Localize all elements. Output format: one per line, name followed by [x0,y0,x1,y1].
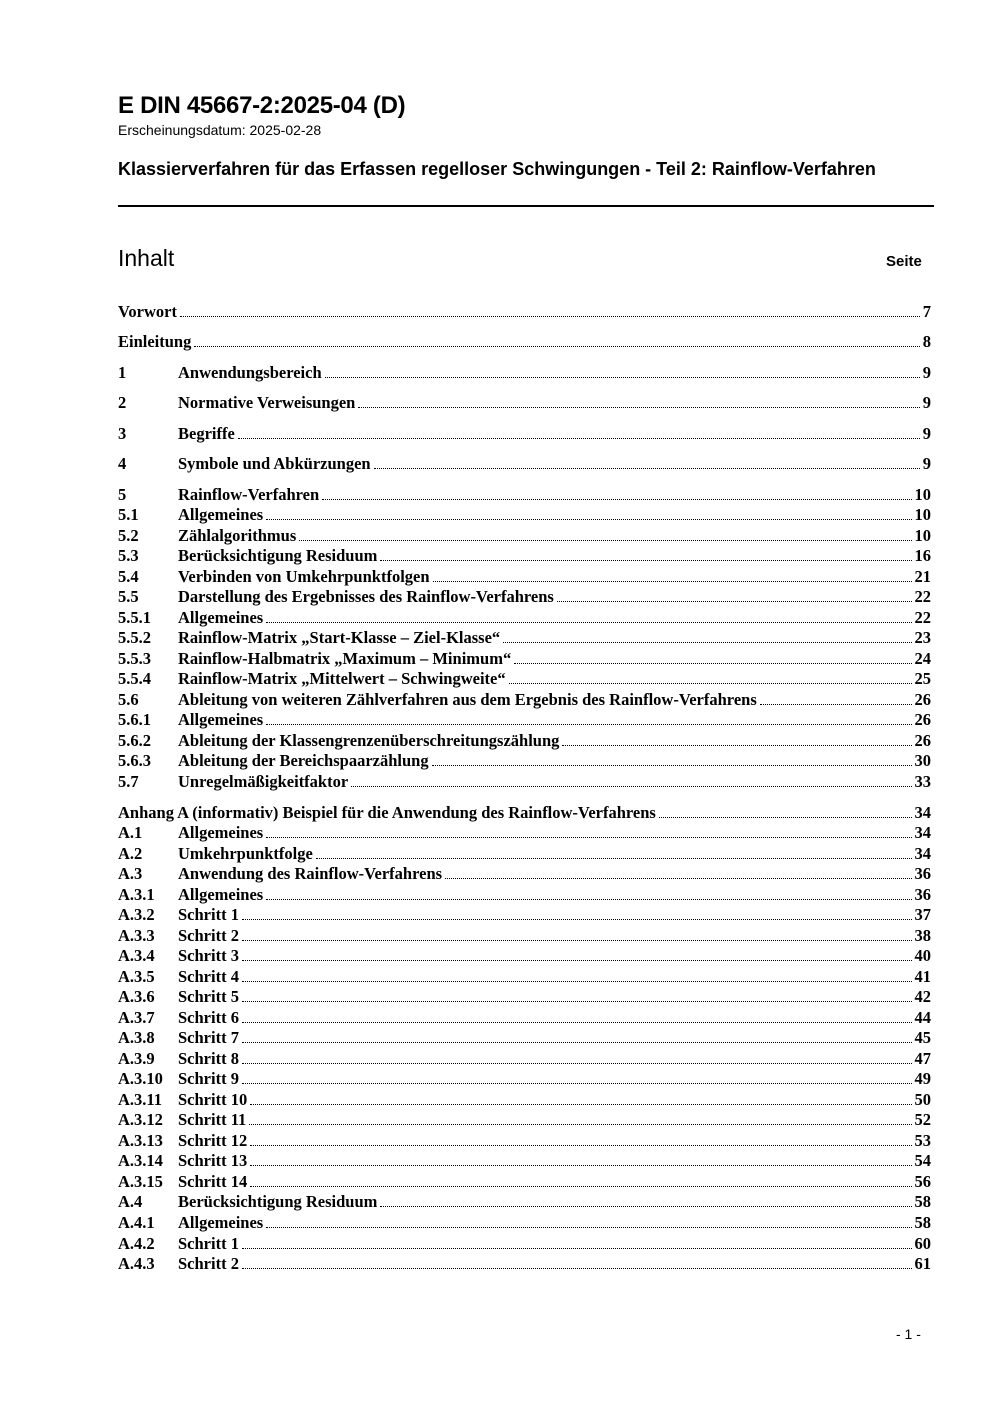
toc-dot-leader [242,940,912,941]
toc-dot-leader [374,468,920,469]
toc-entry[interactable] [118,628,931,648]
toc-entry-title: Ableitung von weiteren Zählverfahren aus dem Ergebnis des Rainflow-Verfahrens [178,690,757,709]
toc-entry[interactable] [118,967,931,987]
toc-entry-number: A.3.11 [118,1090,163,1109]
toc-entry[interactable] [118,1049,931,1069]
toc-entry-page: 37 [914,905,931,924]
toc-page-column-heading: Seite [886,253,922,270]
toc-entry-page: 45 [914,1028,931,1047]
toc-dot-leader [266,1227,911,1228]
toc-entry[interactable] [118,567,931,587]
toc-entry-title: Anwendung des Rainflow-Verfahrens [178,864,443,883]
toc-dot-leader [509,683,912,684]
toc-entry-title: Schritt 6 [178,1008,239,1027]
toc-dot-leader [325,377,920,378]
toc-entry-title: Unregelmäßigkeitfaktor [178,772,349,791]
toc-entry-page: 34 [914,803,931,822]
toc-entry[interactable] [118,1028,931,1048]
toc-entry-page: 61 [914,1254,931,1273]
toc-entry[interactable] [118,823,931,843]
toc-dot-leader [238,438,920,439]
toc-entry-title: Schritt 10 [178,1090,248,1109]
toc-dot-leader [514,663,911,664]
toc-entry-page: 10 [914,505,931,524]
toc-entry-title: Schritt 2 [178,926,239,945]
toc-entry[interactable] [118,424,931,444]
toc-entry[interactable] [118,393,931,413]
toc-entry-number: A.3.10 [118,1069,163,1088]
toc-dot-leader [316,858,912,859]
toc-entry-number: A.3.12 [118,1110,163,1129]
toc-entry-number: 1 [118,363,127,382]
toc-entry-page: 44 [914,1008,931,1027]
toc-dot-leader [322,499,911,500]
toc-entry-page: 49 [914,1069,931,1088]
toc-entry-number: A.3 [118,864,143,883]
toc-entry-page: 23 [914,628,931,647]
toc-dot-leader [445,878,911,879]
toc-entry[interactable] [118,546,931,566]
document-code: E DIN 45667-2:2025-04 (D) [118,92,406,119]
toc-entry[interactable] [118,608,931,628]
toc-entry-number: A.3.9 [118,1049,155,1068]
toc-entry[interactable] [118,864,931,884]
toc-entry-number: 5.4 [118,567,139,586]
toc-entry-number: 5.5.4 [118,669,151,688]
toc-dot-leader [266,837,911,838]
toc-dot-leader [242,1042,912,1043]
toc-entry[interactable] [118,844,931,864]
toc-entry-title: Allgemeines [178,823,264,842]
toc-entry-title: Schritt 1 [178,1234,239,1253]
toc-entry[interactable] [118,946,931,966]
toc-dot-leader [242,1063,912,1064]
toc-dot-leader [380,560,911,561]
toc-dot-leader [299,540,911,541]
title-divider [118,205,934,207]
toc-dot-leader [242,1083,912,1084]
toc-entry[interactable] [118,302,931,322]
toc-entry-page: 9 [922,454,931,473]
toc-entry[interactable] [118,363,931,383]
toc-entry-page: 40 [914,946,931,965]
toc-entry-page: 10 [914,485,931,504]
toc-entry-title: Schritt 5 [178,987,239,1006]
toc-dot-leader [266,622,911,623]
toc-entry-title: Rainflow-Verfahren [178,485,320,504]
toc-entry-page: 60 [914,1234,931,1253]
toc-entry-number: 5.5.3 [118,649,151,668]
toc-entry[interactable] [118,1192,931,1212]
toc-entry-title: Schritt 7 [178,1028,239,1047]
toc-entry-page: 33 [914,772,931,791]
toc-entry-page: 38 [914,926,931,945]
toc-dot-leader [250,1145,911,1146]
toc-entry-title: Schritt 13 [178,1151,248,1170]
toc-entry[interactable] [118,669,931,689]
toc-entry[interactable] [118,1254,931,1274]
toc-entry-page: 56 [914,1172,931,1191]
toc-dot-leader [242,919,912,920]
toc-entry-number: A.3.13 [118,1131,163,1150]
toc-entry-page: 9 [922,363,931,382]
toc-entry-page: 24 [914,649,931,668]
toc-entry-title: Schritt 2 [178,1254,239,1273]
toc-entry[interactable] [118,1090,931,1110]
toc-entry-number: A.3.6 [118,987,155,1006]
toc-entry-number: 5.5.2 [118,628,151,647]
toc-entry-page: 53 [914,1131,931,1150]
toc-dot-leader [250,1165,911,1166]
toc-entry-number: 5.6 [118,690,139,709]
toc-entry-title: Zählalgorithmus [178,526,297,545]
toc-entry-number: A.4 [118,1192,143,1211]
toc-entry-number: 5.2 [118,526,139,545]
toc-entry-title: Darstellung des Ergebnisses des Rainflow-Verfahrens [178,587,554,606]
toc-entry-number: A.2 [118,844,143,863]
toc-entry-page: 26 [914,690,931,709]
toc-entry[interactable] [118,772,931,792]
toc-entry-number: A.1 [118,823,143,842]
toc-entry-page: 26 [914,710,931,729]
toc-entry-page: 47 [914,1049,931,1068]
toc-entry[interactable] [118,690,931,710]
toc-dot-leader [250,1186,911,1187]
toc-dot-leader [351,786,911,787]
toc-entry-title: Umkehrpunktfolge [178,844,313,863]
toc-dot-leader [433,581,912,582]
toc-entry-title: Schritt 12 [178,1131,248,1150]
toc-dot-leader [432,765,912,766]
toc-entry[interactable] [118,803,931,823]
toc-dot-leader [266,519,911,520]
toc-entry-number: A.4.1 [118,1213,155,1232]
toc-entry-page: 58 [914,1192,931,1211]
toc-entry-title: Schritt 9 [178,1069,239,1088]
toc-entry-number: A.3.15 [118,1172,163,1191]
toc-entry-title: Allgemeines [178,505,264,524]
toc-entry[interactable] [118,1008,931,1028]
toc-entry-title: Schritt 1 [178,905,239,924]
toc-dot-leader [557,601,912,602]
toc-entry[interactable] [118,1172,931,1192]
toc-entry-title: Berücksichtigung Residuum [178,546,378,565]
toc-entry-title: Symbole und Abkürzungen [178,454,371,473]
toc-entry-title: Ableitung der Bereichspaarzählung [178,751,429,770]
toc-entry-page: 16 [914,546,931,565]
toc-entry-title: Allgemeines [178,710,264,729]
toc-entry-number: A.4.3 [118,1254,155,1273]
toc-entry-number: A.3.3 [118,926,155,945]
toc-entry[interactable] [118,987,931,1007]
toc-dot-leader [358,407,919,408]
toc-entry-page: 34 [914,823,931,842]
toc-entry-number: A.3.8 [118,1028,155,1047]
toc-entry[interactable] [118,885,931,905]
toc-dot-leader [380,1206,911,1207]
toc-dot-leader [242,1022,912,1023]
toc-entry[interactable] [118,587,931,607]
toc-entry-page: 9 [922,393,931,412]
toc-entry-number: A.3.5 [118,967,155,986]
toc-entry-number: 5 [118,485,127,504]
toc-entry-number: 5.7 [118,772,139,791]
toc-entry-page: 41 [914,967,931,986]
toc-entry[interactable] [118,905,931,925]
toc-dot-leader [266,899,911,900]
toc-dot-leader [242,1001,912,1002]
toc-entry-page: 21 [914,567,931,586]
toc-entry-page: 8 [922,332,931,351]
toc-entry[interactable] [118,332,931,352]
toc-entry[interactable] [118,710,931,730]
toc-entry-title: Schritt 3 [178,946,239,965]
toc-entry[interactable] [118,1110,931,1130]
toc-entry-number: 5.5 [118,587,139,606]
toc-entry-title: Schritt 8 [178,1049,239,1068]
toc-entry-title: Rainflow-Matrix „Mittelwert – Schwingweite“ [178,669,506,688]
toc-dot-leader [503,642,911,643]
toc-entry[interactable] [118,1234,931,1254]
toc-entry-page: 54 [914,1151,931,1170]
toc-entry-title: Schritt 14 [178,1172,248,1191]
toc-dot-leader [562,745,911,746]
toc-entry-title: Einleitung [118,332,192,351]
toc-entry-number: 4 [118,454,127,473]
toc-dot-leader [242,1248,912,1249]
toc-entry[interactable] [118,454,931,474]
toc-dot-leader [242,981,912,982]
toc-entry[interactable] [118,505,931,525]
toc-entry-number: 5.5.1 [118,608,151,627]
toc-entry-page: 10 [914,526,931,545]
toc-entry[interactable] [118,1151,931,1171]
toc-entry-title: Berücksichtigung Residuum [178,1192,378,1211]
toc-entry-page: 58 [914,1213,931,1232]
toc-entry-title: Verbinden von Umkehrpunktfolgen [178,567,430,586]
toc-entry-title: Anwendungsbereich [178,363,322,382]
toc-entry-title: Begriffe [178,424,235,443]
toc-entry-number: 5.6.3 [118,751,151,770]
toc-entry-title: Allgemeines [178,885,264,904]
toc-entry-page: 42 [914,987,931,1006]
toc-entry[interactable] [118,1213,931,1233]
toc-entry-page: 22 [914,608,931,627]
toc-entry-page: 7 [922,302,931,321]
toc-dot-leader [242,960,912,961]
toc-entry-title: Schritt 11 [178,1110,247,1129]
toc-heading: Inhalt [118,245,175,271]
toc-entry[interactable] [118,649,931,669]
toc-entry-page: 36 [914,864,931,883]
toc-dot-leader [659,817,912,818]
toc-entry-title: Normative Verweisungen [178,393,356,412]
toc-entry-number: A.3.7 [118,1008,155,1027]
toc-dot-leader [266,724,911,725]
toc-entry[interactable] [118,1131,931,1151]
toc-entry-page: 26 [914,731,931,750]
toc-dot-leader [194,346,919,347]
toc-entry-page: 50 [914,1090,931,1109]
toc-entry-page: 52 [914,1110,931,1129]
toc-entry-title: Ableitung der Klassengrenzenüberschreitungszählung [178,731,560,750]
toc-entry-number: 2 [118,393,127,412]
toc-entry[interactable] [118,1069,931,1089]
toc-entry-number: A.3.14 [118,1151,163,1170]
toc-entry-number: 5.3 [118,546,139,565]
toc-entry-number: A.4.2 [118,1234,155,1253]
toc-dot-leader [760,704,912,705]
toc-entry-title: Vorwort [118,302,177,321]
toc-entry-page: 30 [914,751,931,770]
document-title: Klassierverfahren für das Erfassen regelloser Schwingungen - Teil 2: Rainflow-Verfahren [118,159,876,179]
publication-date: Erscheinungsdatum: 2025-02-28 [118,122,322,138]
toc-entry-number: 5.6.1 [118,710,151,729]
toc-entry[interactable] [118,926,931,946]
toc-entry-page: 22 [914,587,931,606]
toc-entry-title: Schritt 4 [178,967,239,986]
toc-entry-page: 25 [914,669,931,688]
toc-entry-title: Anhang A (informativ) Beispiel für die Anwendung des Rainflow-Verfahrens [118,803,656,822]
toc-dot-leader [180,316,920,317]
toc-entry[interactable] [118,526,931,546]
toc-entry-page: 9 [922,424,931,443]
page-number: - 1 - [896,1326,921,1342]
toc-entry-number: A.3.1 [118,885,155,904]
toc-dot-leader [249,1124,911,1125]
toc-entry-number: 5.6.2 [118,731,151,750]
toc-entry[interactable] [118,485,931,505]
toc-entry[interactable] [118,751,931,771]
toc-entry-title: Rainflow-Matrix „Start-Klasse – Ziel-Klasse“ [178,628,501,647]
toc-entry-number: A.3.2 [118,905,155,924]
toc-entry-number: 5.1 [118,505,139,524]
toc-entry[interactable] [118,731,931,751]
toc-entry-page: 34 [914,844,931,863]
toc-entry-number: A.3.4 [118,946,155,965]
toc-entry-title: Allgemeines [178,1213,264,1232]
toc-entry-number: 3 [118,424,127,443]
toc-entry-title: Allgemeines [178,608,264,627]
toc-dot-leader [242,1268,912,1269]
toc-entry-title: Rainflow-Halbmatrix „Maximum – Minimum“ [178,649,512,668]
toc-entry-page: 36 [914,885,931,904]
toc-dot-leader [250,1104,911,1105]
